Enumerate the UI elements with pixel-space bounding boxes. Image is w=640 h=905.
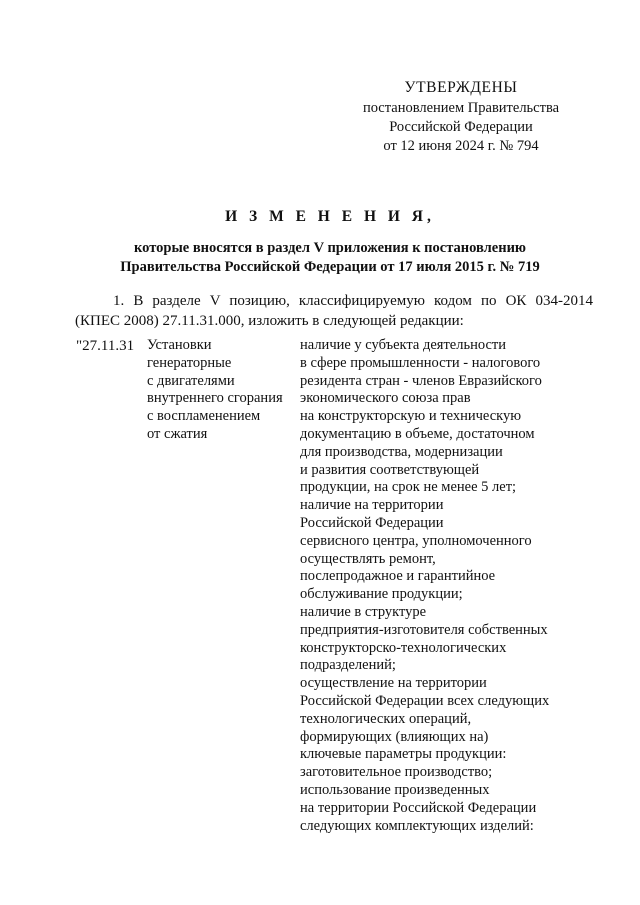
product-name-line: с воспламенением: [147, 408, 261, 425]
requirement-line: резидента стран - членов Евразийского: [300, 372, 542, 389]
product-name-line: от сжатия: [147, 425, 208, 442]
requirement-line: в сфере промышленности - налогового: [300, 354, 541, 371]
requirement-line: использование произведенных: [300, 781, 490, 798]
heading-subtitle-line: Правительства Российской Федерации от 17 июля 2015 г. № 719: [120, 259, 540, 275]
requirement-line: формирующих (влияющих на): [300, 728, 489, 745]
heading-title: И З М Е Н Е Н И Я,: [225, 208, 435, 225]
product-name-line: генераторные: [147, 354, 232, 371]
requirement-line: наличие на территории: [300, 497, 444, 514]
requirement-line: для производства, модернизации: [300, 443, 503, 460]
requirement-line: на конструкторскую и техническую: [300, 408, 522, 425]
requirement-line: документацию в объеме, достаточном: [300, 425, 535, 442]
requirement-line: заготовительное производство;: [300, 764, 493, 781]
requirement-line: технологических операций,: [300, 710, 472, 727]
requirement-line: послепродажное и гарантийное: [300, 568, 496, 585]
amendment-paragraph: [75, 291, 593, 331]
requirement-line: наличие в структуре: [300, 603, 427, 620]
paragraph-line: (КПЕС 2008) 27.11.31.000, изложить в следующей редакции:: [75, 313, 464, 329]
approved-line-date: от 12 июня 2024 г. № 794: [383, 138, 539, 154]
product-name-line: Установки: [147, 337, 212, 353]
approval-block: [330, 78, 592, 156]
requirement-line: конструкторско-технологических: [300, 639, 507, 656]
requirement-line: Российской Федерации всех следующих: [300, 692, 550, 709]
requirement-line: подразделений;: [300, 657, 396, 674]
requirements-column: [300, 337, 600, 835]
requirement-line: осуществление на территории: [300, 675, 487, 692]
requirement-line: осуществлять ремонт,: [300, 550, 436, 567]
requirement-line: на территории Российской Федерации: [300, 799, 537, 816]
approved-title: УТВЕРЖДЕНЫ: [404, 79, 518, 96]
requirement-line: и развития соответствующей: [300, 461, 480, 478]
requirement-line: продукции, на срок не менее 5 лет;: [300, 479, 517, 496]
requirement-line: Российской Федерации: [300, 514, 444, 531]
product-name-column: [147, 337, 295, 444]
classification-code: "27.11.31: [76, 338, 135, 354]
requirement-line: обслуживание продукции;: [300, 586, 463, 603]
product-name-line: с двигателями: [147, 372, 235, 389]
heading-subtitle-line: которые вносятся в раздел V приложения к постановлению: [133, 240, 527, 256]
heading-subtitle: [40, 239, 620, 277]
requirement-line: ключевые параметры продукции:: [300, 746, 507, 763]
requirement-line: экономического союза прав: [300, 390, 471, 407]
document-heading: [40, 207, 620, 277]
approved-line-federation: Российской Федерации: [389, 119, 533, 135]
requirement-line: сервисного центра, уполномоченного: [300, 532, 532, 549]
paragraph-line: 1. В разделе V позицию, классифицируемую кодом по ОК 034-2014: [113, 293, 593, 309]
requirement-line: наличие у субъекта деятельности: [300, 337, 506, 353]
requirement-line: следующих комплектующих изделий:: [300, 817, 534, 834]
product-name-line: внутреннего сгорания: [147, 390, 283, 407]
requirement-line: предприятия-изготовителя собственных: [300, 621, 548, 638]
approved-line-resolution: постановлением Правительства: [362, 100, 560, 116]
